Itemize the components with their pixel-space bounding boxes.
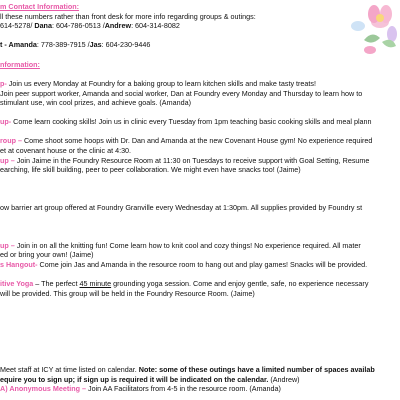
contact-line-3 [0,40,150,49]
group-hoops [0,136,372,145]
outings-note: Note: some of these outings have a limited number of spaces availab [138,365,375,374]
group-yoga-text-a: – The perfect [33,279,80,288]
info-heading-text: nformation: [0,60,40,69]
group-hangout-title: s Hangout- [0,260,38,269]
contact-phone-1: 614-5278/ [0,21,33,30]
group-goals-text: Join Jaime in the Foundry Resource Room at 11:30 on Tuesdays to receive support with Goal Setting, Resume [14,156,370,165]
group-hangout-text: Come join Jas and Amanda in the resource room to hang out and play games! Snacks will be provided. [37,260,368,269]
group-knitting-2: ed or bring your own! (Jaime) [0,250,94,259]
aa-meeting [0,384,281,393]
group-knitting-title: up – [0,241,15,250]
group-cooking [0,117,372,126]
aa-meeting-title: A) Anonymous Meeting – [0,384,86,393]
group-baking-title: p- [0,79,7,88]
contact-name-amanda: t - Amanda [0,40,37,49]
group-hoops-title: roup – [0,136,22,145]
group-knitting-text: Join in on all the knitting fun! Come learn how to knit cool and cozy things! No experience required. All mater [14,241,361,250]
outings-line-1 [0,365,375,374]
group-goals [0,156,369,165]
contact-heading-text: m Contact Information: [0,2,80,11]
group-yoga-text-b: grounding yoga session. Come and enjoy gentle, safe, no experience necessary [111,279,369,288]
group-baking-text: Join us every Monday at Foundry for a baking group to learn kitchen skills and make tasty treats! [6,79,317,88]
contact-name-dana: Dana [32,21,52,30]
contact-phone-dana: : 604-786-0513 / [51,21,105,30]
outings-line-2 [0,375,300,384]
outings-signup-note: equire you to sign up; if sign up is required it will be indicated on the calendar. [0,375,269,384]
contact-phone-andrew: : 604-314-8082 [131,21,180,30]
group-cooking-text: Come learn cooking skills! Join us in clinic every Tuesday from 1pm teaching basic cooking skills and meal plann [11,117,372,126]
group-yoga-title: itive Yoga [0,279,34,288]
group-yoga-2: will be provided. This group will be held in the Foundry Resource Room. (Jaime) [0,289,255,298]
group-baking [0,79,316,88]
group-hoops-text: Come shoot some hoops with Dr. Dan and Amanda at the new Covenant House gym! No experience required [21,136,373,145]
group-goals-2: earching, life skill building, peer to peer collaboration. We might even have snacks too! (Jaime) [0,165,301,174]
contact-line-2 [0,21,180,30]
outings-contact: (Andrew) [268,375,300,384]
outings-meet-text: Meet staff at ICY at time listed on calendar. [0,365,139,374]
info-heading [0,60,40,69]
group-hangout [0,260,367,269]
contact-line-1: ll these numbers rather than front desk for more info regarding groups & outings: [0,12,256,21]
group-goals-title: up – [0,156,15,165]
group-hoops-2: et at covenant house or the clinic at 4:30. [0,146,132,155]
contact-phone-jas: : 604-230-9446 [101,40,151,49]
group-knitting [0,241,361,250]
contact-name-andrew: Andrew [104,21,132,30]
group-yoga [0,279,368,288]
contact-name-jas: Jas [89,40,102,49]
contact-phone-amanda: : 778-389-7915 / [36,40,90,49]
group-stimulant-1: Join peer support worker, Amanda and social worker, Dan at Foundry every Monday and Thursday to learn how to [0,89,363,98]
group-yoga-duration: 45 minute [79,279,112,288]
aa-meeting-text: Join AA Facilitators from 4-5 in the resource room. (Amanda) [86,384,281,393]
group-art: ow barrier art group offered at Foundry Granville every Wednesday at 1:30pm. All supplies provided by Foundry st [0,203,363,212]
group-cooking-title: up- [0,117,12,126]
group-stimulant-2: stimulant use, win cool prizes, and achieve goals. (Amanda) [0,98,191,107]
flower-decoration-icon [334,0,400,66]
contact-heading [0,2,79,11]
